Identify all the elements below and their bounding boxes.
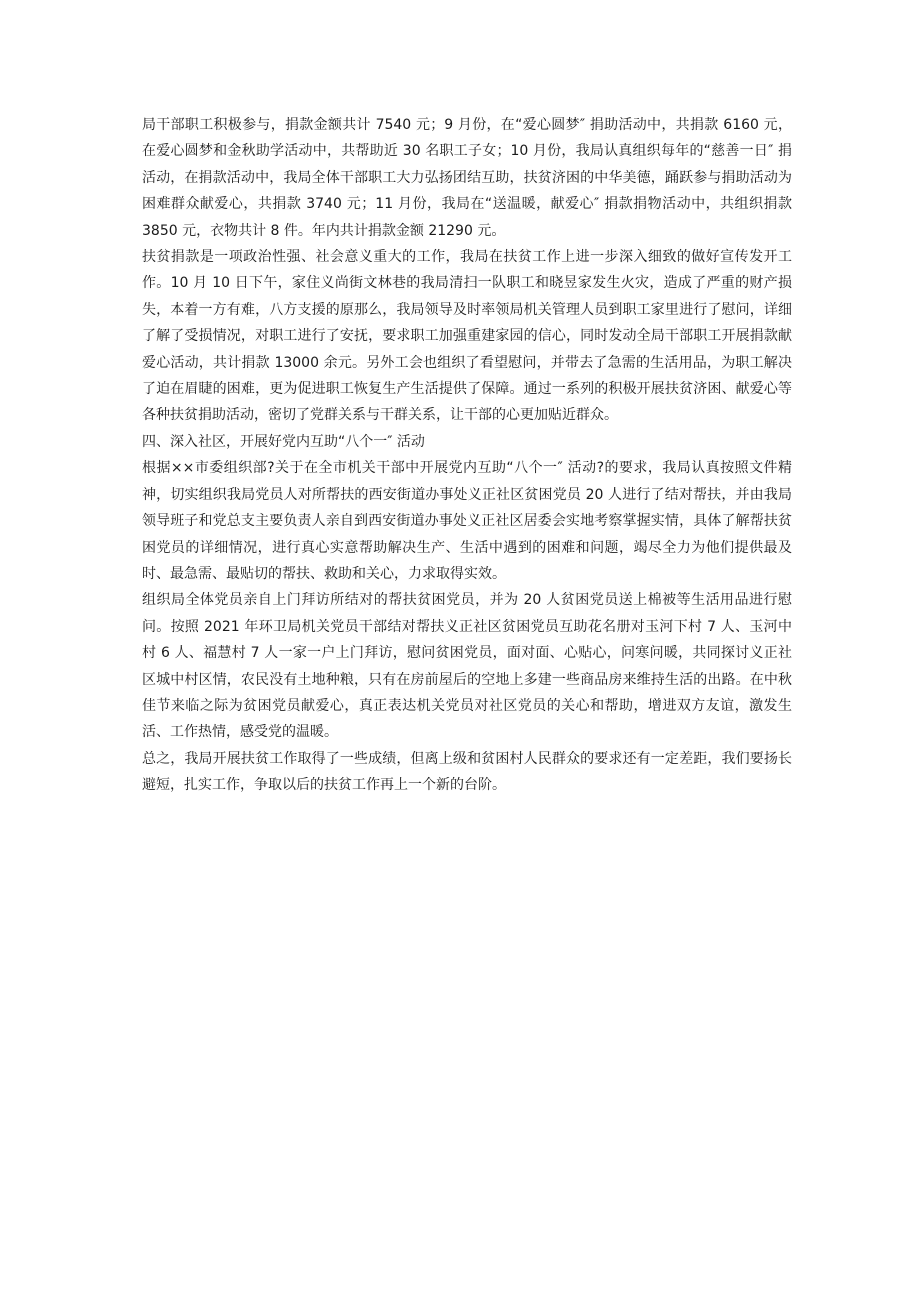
- document-body: [142, 112, 792, 799]
- section-heading-four: 四、深入社区，开展好党内互助“八个一″ 活动: [142, 433, 425, 450]
- paragraph-conclusion: 总之，我局开展扶贫工作取得了一些成绩，但离上级和贫困村人民群众的要求还有一定差距，我们要扬长避短，扎实工作，争取以后的扶贫工作再上一个新的台阶。: [142, 750, 792, 794]
- paragraph-party-member-visits: 组织局全体党员亲自上门拜访所结对的帮扶贫困党员，并为 20 人贫困党员送上棉被等生活用品进行慰问。按照 2021 年环卫局机关党员干部结对帮扶义正社区贫困党员互助花名册对玉河下村 7 人、玉河中村 6 人、福慧村 7 人一家一户上门拜访，慰问贫困党员，面对面、心贴心，问寒问暖，共同探讨义正社区城中村区情，农民没有土地种粮，只有在房前屋后的空地上多建一些商品房来维持生活的出路。在中秋佳节来临之际为贫困党员献爱心，真正表达机关党员对社区党员的关心和帮助，增进双方友谊，激发生活、工作热情，感受党的温暖。: [142, 592, 792, 741]
- paragraph-community-mutual-aid: 根据××市委组织部?关于在全市机关干部中开展党内互助“八个一″ 活动?的要求，我局认真按照文件精神，切实组织我局党员人对所帮扶的西安街道办事处义正社区贫困党员 20 人进行了结对帮扶，并由我局领导班子和党总支主要负责人亲自到西安街道办事处义正社区居委会实地考察掌握实情，具体了解帮扶贫困党员的详细情况，进行真心实意帮助解决生产、生活中遇到的困难和问题，竭尽全力为他们提供最及时、最急需、最贴切的帮扶、救助和关心，力求取得实效。: [142, 460, 792, 582]
- paragraph-donations-summary: 局干部职工积极参与，捐款金额共计 7540 元；9 月份，在“爱心圆梦″ 捐助活动中，共捐款 6160 元，在爱心圆梦和金秋助学活动中，共帮助近 30 名职工子女；10 月份，我局认真组织每年的“慈善一日″ 捐活动，在捐款活动中，我局全体干部职工大力弘扬团结互助，扶贫济困的中华美德，踊跃参与捐助活动为困难群众献爱心，共捐款 3740 元；11 月份，我局在“送温暖，献爱心″ 捐款捐物活动中，共组织捐款 3850 元，衣物共计 8 件。年内共计捐款金额 21290 元。: [142, 117, 792, 239]
- paragraph-poverty-donation-work: 扶贫捐款是一项政治性强、社会意义重大的工作，我局在扶贫工作上进一步深入细致的做好宣传发开工作。10 月 10 日下午，家住义尚街文林巷的我局清扫一队职工和晓昱家发生火灾，造成了严重的财产损失，本着一方有难，八方支援的原那么，我局领导及时率领局机关管理人员到职工家里进行了慰问，详细了解了受损情况，对职工进行了安抚，要求职工加强重建家园的信心，同时发动全局干部职工开展捐款献爱心活动，共计捐款 13000 余元。另外工会也组织了看望慰问，并带去了急需的生活用品，为职工解决了迫在眉睫的困难，更为促进职工恢复生产生活提供了保障。通过一系列的积极开展扶贫济困、献爱心等各种扶贫捐助活动，密切了党群关系与干群关系，让干部的心更加贴近群众。: [142, 249, 792, 424]
